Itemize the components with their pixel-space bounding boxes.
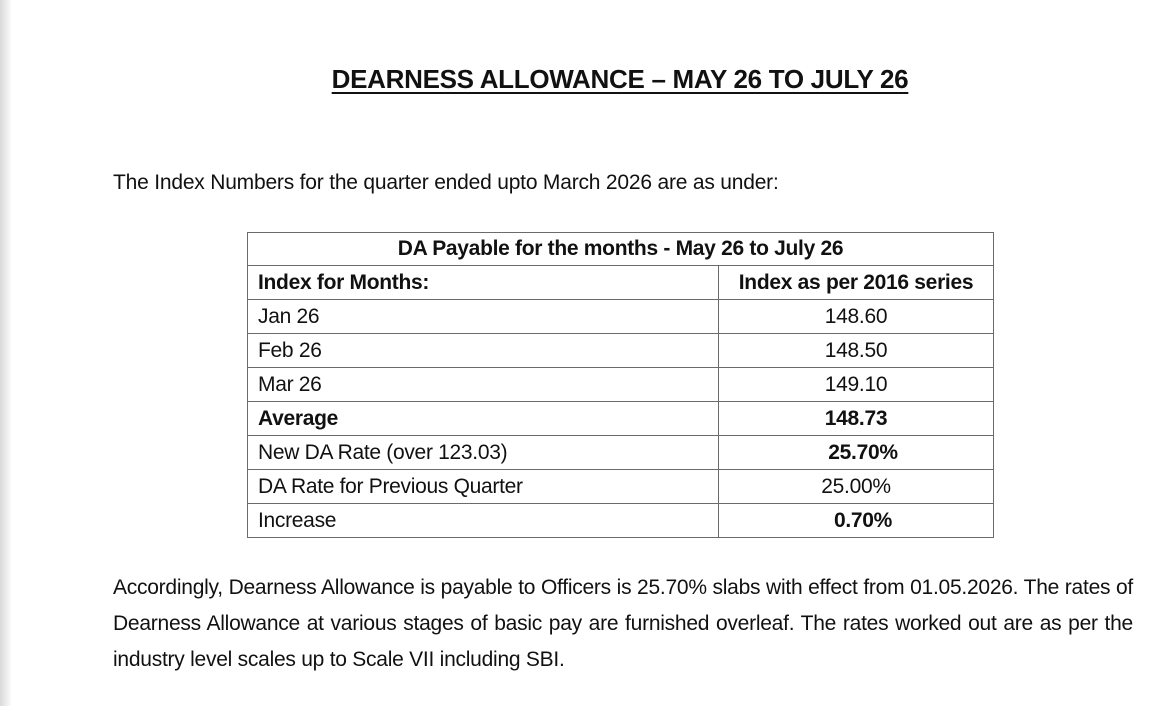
table-row-new-da-rate (248, 436, 994, 470)
row-label: DA Rate for Previous Quarter (248, 470, 719, 504)
row-label: New DA Rate (over 123.03) (248, 436, 719, 470)
document-title: DEARNESS ALLOWANCE – MAY 26 TO JULY 26 (331, 64, 909, 94)
row-label: Increase (248, 504, 719, 538)
intro-text: The Index Numbers for the quarter ended upto March 2026 are as under: (113, 171, 779, 194)
page-edge-shadow (0, 0, 12, 706)
row-label: Jan 26 (248, 300, 719, 334)
table-header-row (248, 266, 994, 300)
da-index-table (247, 232, 994, 538)
row-label: Mar 26 (248, 368, 719, 402)
table-row-increase (248, 504, 994, 538)
row-value: 25.70% (719, 436, 994, 470)
row-value: 148.60 (719, 300, 994, 334)
row-label: Average (248, 402, 719, 436)
row-value: 25.00% (719, 470, 994, 504)
table-row (248, 368, 994, 402)
row-value: 149.10 (719, 368, 994, 402)
table-row-previous-rate (248, 470, 994, 504)
header-label: Index for Months: (248, 266, 719, 300)
table-caption-row (248, 233, 994, 266)
row-value: 0.70% (719, 504, 994, 538)
table-row-average (248, 402, 994, 436)
table-row (248, 300, 994, 334)
row-value: 148.73 (719, 402, 994, 436)
row-value: 148.50 (719, 334, 994, 368)
row-label: Feb 26 (248, 334, 719, 368)
table-caption: DA Payable for the months - May 26 to July 26 (248, 233, 994, 266)
table-row (248, 334, 994, 368)
header-value: Index as per 2016 series (719, 266, 994, 300)
body-paragraph: Accordingly, Dearness Allowance is payable to Officers is 25.70% slabs with effect from 01.05.2026. The rates of Dearness Allowance at various stages of basic pay are furnished overleaf. The rates worked out are as per the industry level scales up to Scale VII including SBI. (113, 576, 1133, 671)
